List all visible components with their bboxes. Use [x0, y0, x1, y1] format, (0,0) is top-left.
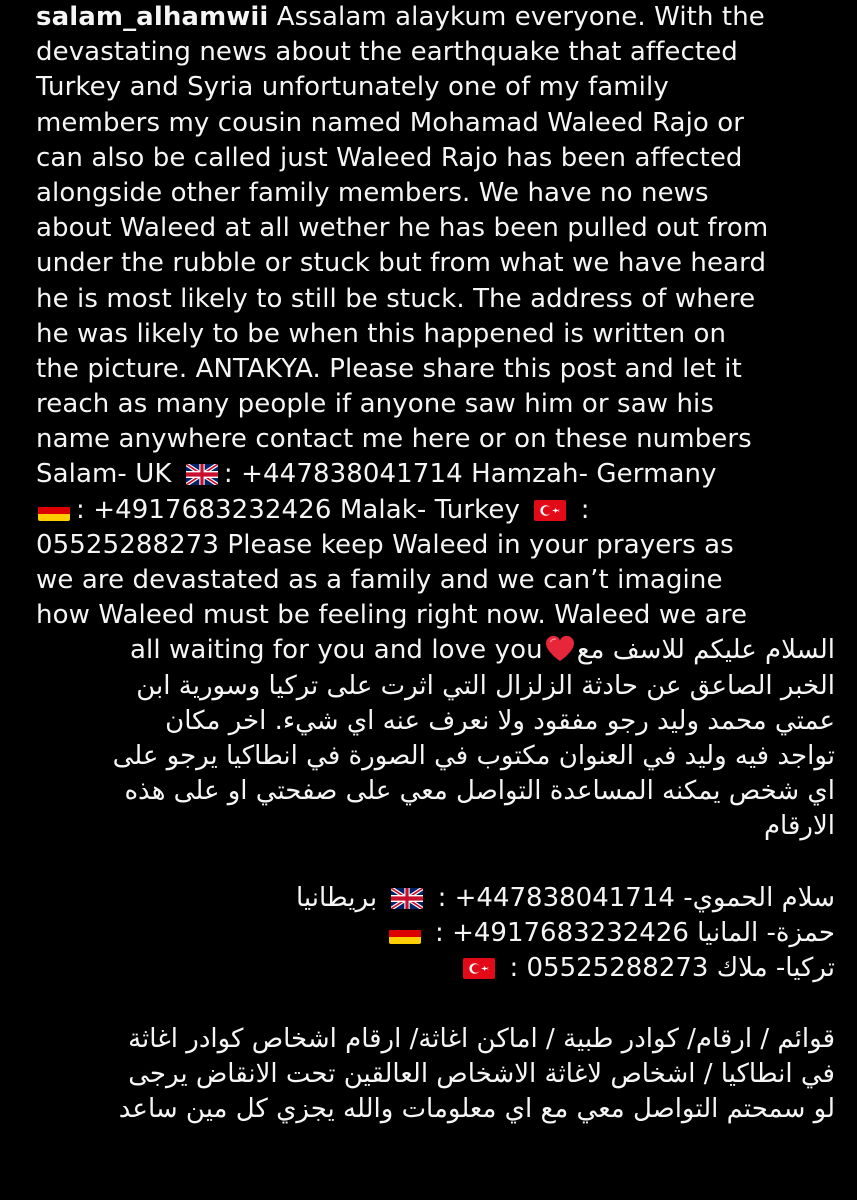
- caption-line: the picture. ANTAKYA. Please share this post and let it: [36, 353, 742, 384]
- caption-text: Assalam alaykum everyone. With the: [268, 2, 765, 32]
- caption-line: الخبر الصاعق عن حادثة الزلزال التي اثرت على تركيا وسورية ابن: [136, 670, 835, 701]
- caption-text: : +4917683232426 Malak- Turkey: [76, 494, 529, 525]
- caption-line: devastating news about the earthquake that affected: [36, 37, 738, 68]
- uk-flag-icon: [391, 888, 423, 909]
- caption-line: تواجد فيه وليد في العنوان مكتوب في الصورة في انطاكيا يرجو على: [112, 740, 835, 771]
- caption-line: name anywhere contact me here or on these numbers: [36, 424, 752, 455]
- caption-line: في انطاكيا / اشخاص لاغاثة الاشخاص العالقين تحت الانقاض يرجى: [128, 1059, 835, 1090]
- turkey-flag-icon: [534, 500, 566, 521]
- caption-line: [36, 457, 835, 492]
- uk-flag-icon: [186, 464, 218, 485]
- username-link[interactable]: salam_alhamwii: [36, 2, 269, 32]
- caption-line: اي شخص يمكنه المساعدة التواصل معي على صفحتي او على هذه: [124, 776, 835, 807]
- caption-line: he is most likely to still be stuck. The address of where: [36, 283, 756, 314]
- blank-line: [36, 845, 835, 881]
- caption-line: reach as many people if anyone saw him or saw his: [36, 389, 715, 420]
- caption-line: how Waleed must be feeling right now. Waleed we are: [36, 600, 748, 631]
- germany-flag-icon: [389, 923, 421, 944]
- caption-line: [36, 493, 835, 528]
- caption-text: : +447838041714 Hamzah- Germany: [223, 459, 717, 490]
- caption-line: [36, 0, 835, 35]
- caption-text: حمزة- المانيا 4917683232426+ :: [426, 917, 835, 948]
- caption-line: [36, 916, 835, 951]
- caption-line: عمتي محمد وليد رجو مفقود ولا نعرف عنه اي شيء. اخر مكان: [165, 705, 835, 736]
- caption-line: under the rubble or stuck but from what we have heard: [36, 248, 767, 279]
- caption-line: can also be called just Waleed Rajo has been affected: [36, 142, 743, 173]
- blank-line: [36, 986, 835, 1022]
- caption-line: about Waleed at all wether he has been pulled out from: [36, 213, 769, 244]
- caption-line: [36, 951, 835, 986]
- caption-line: members my cousin named Mohamad Waleed Rajo or: [36, 107, 745, 138]
- caption-line: [36, 881, 835, 916]
- caption-text: Salam- UK: [36, 459, 180, 490]
- turkey-flag-icon: [463, 958, 495, 979]
- caption-line: alongside other family members. We have no news: [36, 177, 709, 208]
- caption-line: قوائم / ارقام/ كوادر طبية / اماكن اغاثة/ ارقام اشخاص كوادر اغاثة: [128, 1024, 835, 1055]
- caption-text: :: [572, 494, 590, 525]
- caption-line: he was likely to be when this happened is written on: [36, 318, 727, 349]
- caption-line: Turkey and Syria unfortunately one of my family: [36, 72, 669, 103]
- post-caption: [36, 0, 835, 1128]
- caption-line: we are devastated as a family and we can’t imagine: [36, 565, 723, 595]
- caption-line: لو سمحتم التواصل معي مع اي معلومات والله يجزي كل مين ساعد: [118, 1094, 835, 1125]
- caption-text: بريطانيا: [296, 882, 386, 913]
- red-heart-icon: [545, 635, 575, 662]
- caption-text: السلام عليكم للاسف مع: [576, 635, 835, 666]
- caption-line: 05525288273 Please keep Waleed in your prayers as: [36, 529, 734, 560]
- caption-line: [36, 633, 835, 668]
- caption-text: تركيا- ملاك 05525288273 :: [501, 952, 835, 983]
- caption-line: الارقام: [763, 811, 835, 842]
- caption-text: سلام الحموي- 447838041714+ :: [429, 882, 835, 913]
- caption-text: all waiting for you and love you: [130, 635, 543, 666]
- germany-flag-icon: [38, 500, 70, 521]
